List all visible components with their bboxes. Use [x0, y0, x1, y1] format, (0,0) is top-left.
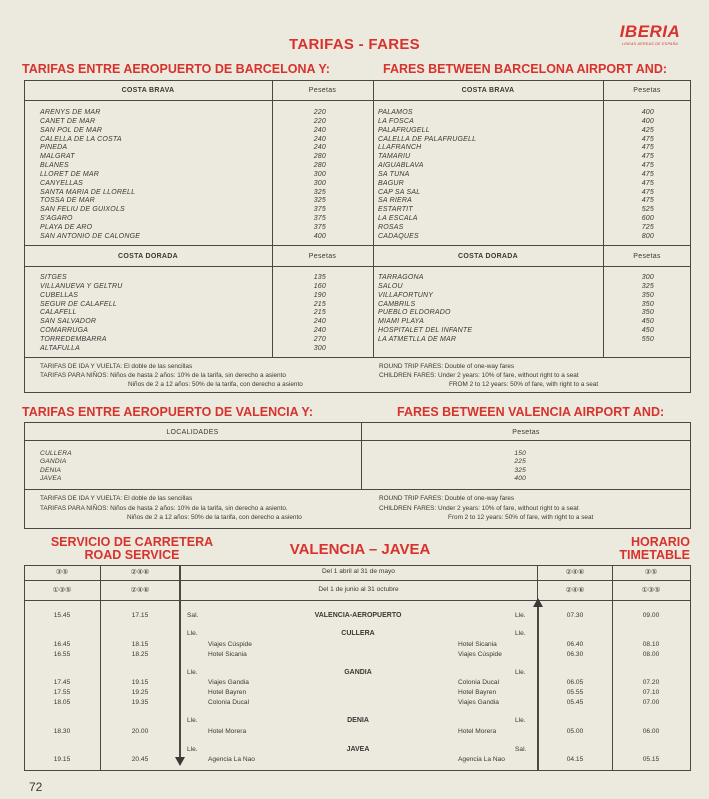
stop-action-right: Lle. — [515, 717, 526, 724]
stop-action-left: Sal. — [187, 612, 199, 619]
destination-list — [40, 109, 140, 242]
fare-price: 240 — [313, 144, 326, 152]
page-number: 72 — [29, 780, 43, 794]
price-list — [280, 109, 326, 242]
destination-name: CULLERA — [40, 450, 72, 457]
destination-name: PALAFRUGELL — [378, 126, 430, 134]
destination-name: VILLANUEVA Y GELTRU — [40, 282, 123, 290]
arrow-up-icon — [533, 598, 543, 607]
timetable-title-es: HORARIO — [630, 535, 690, 549]
fare-price: 475 — [641, 197, 654, 205]
destination-name: CANET DE MAR — [40, 117, 96, 125]
fare-price: 475 — [641, 153, 654, 161]
return-time-1: 05.45 — [566, 699, 584, 706]
fare-price: 325 — [313, 197, 326, 205]
fare-price: 280 — [313, 162, 326, 170]
destination-name: SA TUNA — [378, 170, 410, 178]
destination-name: SITGES — [40, 274, 67, 281]
destination-name: LA FOSCA — [378, 117, 414, 125]
stop-action-left: Lle. — [187, 745, 198, 753]
period-label: Del 1 abril al 31 de mayo — [322, 568, 395, 575]
valencia-title-es: TARIFAS ENTRE AEROPUERTO DE VALENCIA Y: — [22, 405, 313, 419]
road-service-title-es: SERVICIO DE CARRETERA — [50, 535, 214, 549]
fare-price: 215 — [313, 309, 326, 317]
fare-price: 350 — [641, 300, 654, 308]
road-service-title-en: ROAD SERVICE — [84, 548, 180, 562]
fare-price: 425 — [641, 126, 654, 134]
fare-price: 350 — [641, 309, 654, 317]
fare-price: 240 — [313, 126, 326, 134]
fare-price: 475 — [641, 170, 654, 178]
destination-list — [378, 109, 476, 242]
barcelona-title-en: FARES BETWEEN BARCELONA AIRPORT AND: — [383, 62, 668, 76]
fare-price: 475 — [641, 135, 654, 143]
logo-text: IBERIA — [619, 22, 681, 41]
stop-name: VALENCIA-AEROPUERTO — [314, 612, 402, 619]
destination-name: CALAFELL — [40, 309, 77, 317]
period-label: Del 1 de junio al 31 octubre — [318, 586, 399, 593]
fare-price: 600 — [641, 215, 654, 223]
stop-action-right: Sal. — [515, 745, 527, 753]
pickup-point-outbound: Colonia Ducal — [208, 699, 250, 706]
fare-price: 160 — [313, 282, 326, 290]
pickup-point-return: Hotel Sicania — [458, 640, 497, 648]
fare-price: 375 — [313, 215, 326, 223]
localidades-header: LOCALIDADES — [166, 429, 219, 436]
stop-action-right: Lle. — [515, 668, 526, 676]
fare-price: 400 — [514, 474, 526, 482]
operating-days: ③⑤ — [55, 569, 69, 576]
departure-time-2: 17.15 — [131, 612, 149, 619]
pickup-point-return: Viajes Cúspide — [458, 650, 502, 658]
pickup-point-outbound: Agencia La Nao — [208, 756, 255, 763]
fare-price: 300 — [313, 179, 326, 187]
destination-name: COMARRUGA — [40, 327, 89, 335]
price-list — [610, 109, 654, 242]
road-service-title — [22, 536, 242, 562]
return-time-1: 06.30 — [566, 650, 584, 658]
departure-time-1: 19.15 — [53, 756, 71, 763]
destination-name: ARENYS DE MAR — [40, 109, 101, 116]
departure-time-2: 18.15 — [131, 640, 149, 648]
fare-price: 475 — [641, 188, 654, 196]
destination-name: DENIA — [40, 466, 62, 474]
fare-price: 300 — [313, 344, 326, 352]
destination-name: GANDIA — [40, 458, 67, 466]
timetable-row — [24, 689, 690, 699]
stop-action-right: Lle. — [515, 612, 526, 619]
pickup-point-outbound: Hotel Morera — [208, 727, 247, 735]
stop-header — [24, 669, 690, 679]
return-time-2: 07.10 — [642, 689, 660, 696]
round-trip-note-es: TARIFAS DE IDA Y VUELTA: El doble de las sencillas — [40, 363, 193, 370]
price-list — [280, 274, 326, 354]
pickup-point-outbound: Viajes Cúspide — [208, 640, 252, 648]
route-title: VALENCIA – JAVEA — [289, 541, 431, 558]
pickup-point-return: Hotel Morera — [458, 727, 497, 735]
return-time-2: 08.00 — [642, 650, 660, 658]
children-note-es-2: Niños de 2 a 12 años: 50% de la tarifa, con derecho a asiento — [128, 381, 303, 388]
departure-time-1: 18.30 — [53, 727, 71, 735]
fare-price: 215 — [313, 300, 326, 308]
departure-time-1: 16.55 — [53, 650, 71, 658]
destination-name: SANTA MARIA DE LLORELL — [40, 188, 136, 196]
destination-name: PLAYA DE ARO — [40, 223, 93, 231]
fare-price: 240 — [313, 135, 326, 143]
fare-price: 220 — [313, 109, 326, 116]
return-time-2: 09.00 — [642, 612, 660, 619]
destination-name: CAMBRILS — [378, 300, 416, 308]
destination-name: LA ESCALA — [378, 215, 418, 223]
departure-time-1: 16.45 — [53, 640, 71, 648]
departure-time-2: 19.15 — [131, 679, 149, 686]
departure-time-2: 18.25 — [131, 650, 149, 658]
fare-price: 325 — [313, 188, 326, 196]
destination-name: CALELLA DE LA COSTA — [40, 135, 122, 143]
fare-price: 325 — [514, 466, 526, 474]
children-note-en-2: FROM 2 to 12 years: 50% of fare, with right to a seat — [449, 381, 599, 388]
departure-time-1: 17.45 — [53, 679, 71, 686]
return-time-2: 07.20 — [642, 679, 660, 686]
page-title: TARIFAS - FARES — [289, 36, 420, 53]
fare-price: 135 — [313, 274, 326, 281]
costa-brava-header: COSTA BRAVA — [461, 87, 515, 94]
valencia-title-en: FARES BETWEEN VALENCIA AIRPORT AND: — [397, 405, 665, 419]
fare-price: 300 — [641, 274, 654, 281]
stop-action-left: Lle. — [187, 668, 198, 676]
stop-name: CULLERA — [341, 630, 375, 637]
return-time-2: 05.15 — [642, 756, 660, 763]
fare-price: 300 — [313, 170, 326, 178]
operating-days: ①③⑤ — [52, 587, 72, 594]
fare-price: 450 — [641, 327, 654, 335]
destination-name: ALTAFULLA — [40, 344, 81, 352]
operating-days: ②④⑥ — [130, 569, 150, 576]
pesetas-header: Pesetas — [308, 253, 337, 260]
return-time-1: 06.40 — [566, 640, 584, 648]
children-note-en: CHILDREN FARES: Under 2 years: 10% of fare, without right to a seat — [379, 372, 579, 379]
timetable-row — [24, 699, 690, 709]
fare-price: 225 — [514, 458, 526, 466]
operating-days: ②④⑥ — [565, 587, 585, 594]
pickup-point-return: Agencia La Nao — [458, 756, 505, 763]
costa-dorada-header: COSTA DORADA — [118, 253, 178, 260]
fare-price: 350 — [641, 291, 654, 299]
destination-name: CUBELLAS — [40, 291, 79, 299]
stop-action-left: Lle. — [187, 630, 198, 637]
destination-name: AIGUABLAVA — [378, 162, 424, 170]
round-trip-note-en: ROUND TRIP FARES: Double of one-way fares — [379, 495, 515, 502]
destination-list — [40, 274, 123, 354]
destination-name: SALOU — [378, 282, 403, 290]
destination-name: CAP SA SAL — [378, 188, 421, 196]
destination-name: TAMARIU — [378, 153, 411, 161]
return-time-1: 04.15 — [566, 756, 584, 763]
pickup-point-return: Colonia Ducal — [458, 679, 500, 686]
fare-price: 525 — [641, 206, 654, 214]
fare-price: 450 — [641, 318, 654, 326]
destination-name: ROSAS — [378, 223, 404, 231]
departure-time-2: 20.45 — [131, 756, 149, 763]
destination-name: CADAQUES — [378, 232, 419, 240]
fare-price: 725 — [641, 223, 654, 231]
return-time-1: 05.55 — [566, 689, 584, 696]
departure-time-1: 18.05 — [53, 699, 71, 706]
return-time-1: 05.00 — [566, 727, 584, 735]
pesetas-header: Pesetas — [633, 87, 661, 94]
departure-time-1: 15.45 — [53, 612, 71, 619]
departure-time-2: 19.25 — [131, 689, 149, 696]
destination-list — [40, 450, 72, 483]
return-time-2: 08.10 — [642, 640, 660, 648]
fare-price: 325 — [641, 282, 654, 290]
destination-name: HOSPITALET DEL INFANTE — [378, 327, 473, 335]
fare-price: 240 — [313, 318, 326, 326]
fare-price: 400 — [641, 117, 654, 125]
fare-price: 400 — [313, 232, 326, 240]
operating-days: ②④⑥ — [130, 587, 150, 594]
destination-name: PUEBLO ELDORADO — [378, 309, 451, 317]
stop-name: DENIA — [347, 717, 369, 724]
children-note-es: TARIFAS PARA NIÑOS: Niños de hasta 2 años: 10% de la tarifa, sin derecho a asiento — [40, 372, 286, 379]
costa-brava-header: COSTA BRAVA — [121, 87, 175, 94]
timetable-row — [24, 651, 690, 661]
barcelona-title-es: TARIFAS ENTRE AEROPUERTO DE BARCELONA Y: — [22, 62, 330, 76]
destination-name: MALGRAT — [40, 153, 75, 161]
price-list — [610, 274, 654, 345]
fare-price: 550 — [641, 335, 654, 343]
timetable-title — [580, 536, 690, 562]
departure-time-2: 20.00 — [131, 727, 149, 735]
pesetas-header: Pesetas — [633, 253, 661, 260]
fare-price: 475 — [641, 179, 654, 187]
fare-price: 280 — [313, 153, 326, 161]
fare-price: 270 — [313, 335, 326, 343]
pickup-point-return: Viajes Gandia — [458, 699, 499, 706]
destination-list — [378, 274, 472, 345]
children-note-en-2: From 2 to 12 years: 50% of fare, with right to a seat — [448, 514, 594, 521]
fare-price: 400 — [641, 109, 654, 116]
return-time-2: 07.00 — [642, 699, 660, 706]
departure-time-2: 19.35 — [131, 699, 149, 706]
pesetas-header: Pesetas — [512, 429, 540, 436]
timetable-title-en: TIMETABLE — [619, 548, 690, 562]
destination-name: SAN POL DE MAR — [40, 126, 103, 134]
destination-name: SA RIERA — [378, 197, 413, 205]
return-time-1: 06.05 — [566, 679, 584, 686]
stop-header — [24, 717, 690, 727]
pickup-point-outbound: Hotel Sicania — [208, 650, 247, 658]
destination-name: SAN ANTONIO DE CALONGE — [40, 232, 141, 240]
fare-price: 475 — [641, 162, 654, 170]
return-time-1: 07.30 — [566, 612, 584, 619]
destination-name: PINEDA — [40, 144, 68, 152]
destination-name: MIAMI PLAYA — [378, 318, 425, 326]
destination-name: S'AGARO — [40, 215, 73, 223]
destination-name: PALAMOS — [378, 109, 413, 116]
timetable-row — [24, 756, 690, 766]
round-trip-note-en: ROUND TRIP FARES: Double of one-way fares — [379, 363, 515, 370]
round-trip-note-es: TARIFAS DE IDA Y VUELTA: El doble de las sencillas — [40, 495, 193, 502]
stop-name: GANDIA — [344, 668, 372, 676]
stop-header — [24, 746, 690, 756]
destination-name: LLORET DE MAR — [40, 170, 99, 178]
timetable-row — [24, 641, 690, 651]
pesetas-header: Pesetas — [308, 87, 337, 94]
fare-price: 375 — [313, 223, 326, 231]
pickup-point-outbound: Viajes Gandia — [208, 679, 249, 686]
stop-name: JAVEA — [346, 745, 370, 753]
children-note-en: CHILDREN FARES: Under 2 years: 10% of fare, without right to a seat — [379, 505, 579, 512]
fare-price: 475 — [641, 144, 654, 152]
destination-name: ESTARTIT — [378, 206, 413, 214]
departure-time-1: 17.55 — [53, 689, 71, 696]
stop-action-left: Lle. — [187, 717, 198, 724]
fare-price: 375 — [313, 206, 326, 214]
return-time-2: 06.00 — [642, 727, 660, 735]
destination-name: SAN FELIU DE GUIXOLS — [40, 206, 125, 214]
timetable-row — [24, 728, 690, 738]
fare-price: 220 — [313, 117, 326, 125]
costa-dorada-header: COSTA DORADA — [458, 253, 518, 260]
fare-price: 240 — [313, 327, 326, 335]
operating-days: ①③⑤ — [641, 587, 661, 594]
destination-name: LLAFRANCH — [378, 144, 422, 152]
destination-name: JAVEA — [40, 474, 62, 482]
pickup-point-return: Hotel Bayren — [458, 689, 497, 696]
price-list — [480, 450, 526, 483]
destination-name: VILLAFORTUNY — [378, 291, 434, 299]
stop-action-right: Lle. — [515, 630, 526, 637]
children-note-es: TARIFAS PARA NIÑOS: Niños de hasta 2 años: 10% de la tarifa, sin derecho a asiento. — [40, 505, 288, 512]
destination-name: CALELLA DE PALAFRUGELL — [378, 135, 477, 143]
stop-header — [24, 630, 690, 640]
destination-name: TORREDEMBARRA — [40, 335, 107, 343]
destination-name: CANYELLAS — [40, 179, 84, 187]
timetable-row — [24, 679, 690, 689]
destination-name: TOSSA DE MAR — [40, 197, 95, 205]
destination-name: BLANES — [40, 162, 69, 170]
destination-name: SEGUR DE CALAFELL — [40, 300, 117, 308]
timetable-body — [24, 612, 690, 762]
destination-name: BAGUR — [378, 179, 404, 187]
pickup-point-outbound: Hotel Bayren — [208, 689, 247, 696]
fare-price: 800 — [641, 232, 654, 240]
logo-subtitle: LINEAS AEREAS DE ESPAÑA — [621, 42, 679, 46]
timetable-row — [24, 612, 690, 622]
fare-price: 190 — [313, 291, 326, 299]
destination-name: TARRAGONA — [378, 274, 424, 281]
children-note-es-2: Niños de 2 a 12 años: 50% de la tarifa, con derecho a asiento — [127, 514, 302, 521]
iberia-logo — [608, 22, 692, 46]
operating-days: ③⑤ — [644, 569, 658, 576]
fare-price: 150 — [514, 450, 526, 457]
destination-name: SAN SALVADOR — [40, 318, 97, 326]
destination-name: LA ATMETLLA DE MAR — [378, 335, 457, 343]
operating-days: ②④⑥ — [565, 569, 585, 576]
